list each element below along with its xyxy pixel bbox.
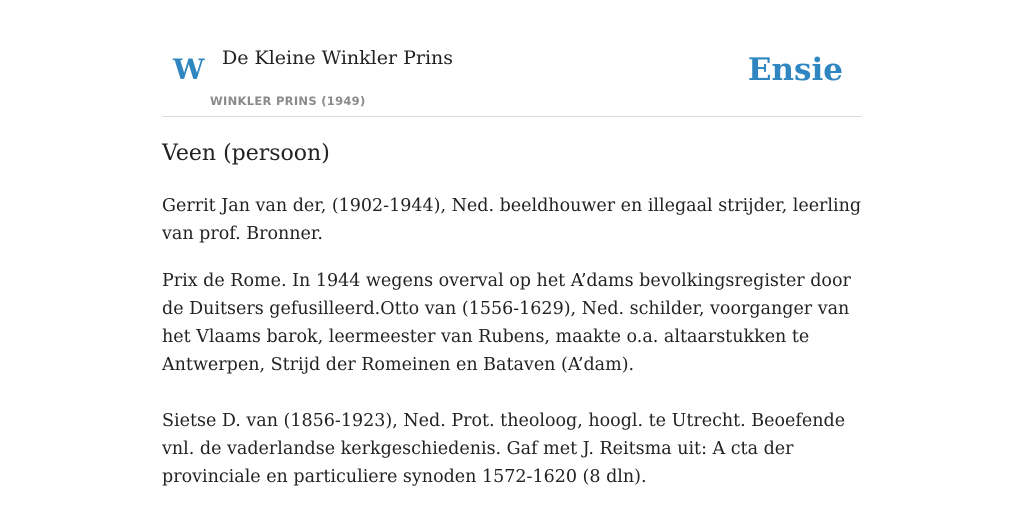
source-title[interactable]: De Kleine Winkler Prins	[222, 47, 454, 69]
entry-paragraph: Sietse D. van (1856-1923), Ned. Prot. theoloog, hoogl. te Utrecht. Beoefende vnl. de vaderlandse kerkgeschiedenis. Gaf met J. Reitsma uit: A cta der provinciale en particuliere synoden 1572-1620 (8 dln).	[162, 411, 846, 487]
page	[162, 0, 862, 512]
source-header	[162, 0, 862, 117]
ensie-logo-link[interactable]: Ensie	[747, 52, 843, 88]
entry-paragraph: Prix de Rome. In 1944 wegens overval op het A’dams bevolkingsregister door de Duitsers gefusilleerd.Otto van (1556-1629), Ned. schilder, voorganger van het Vlaams barok, leermeester van Rubens, maakte o.a. altaarstukken te Antwerpen, Strijd der Romeinen en Bataven (A’dam).	[162, 271, 851, 375]
entry-paragraph: Gerrit Jan van der, (1902-1944), Ned. beeldhouwer en illegaal strijder, leerling van prof. Bronner.	[162, 196, 862, 244]
source-subtitle: WINKLER PRINS (1949)	[210, 94, 366, 108]
winkler-prins-logo-icon[interactable]: W	[173, 53, 205, 86]
entry-title: Veen (persoon)	[162, 141, 330, 166]
